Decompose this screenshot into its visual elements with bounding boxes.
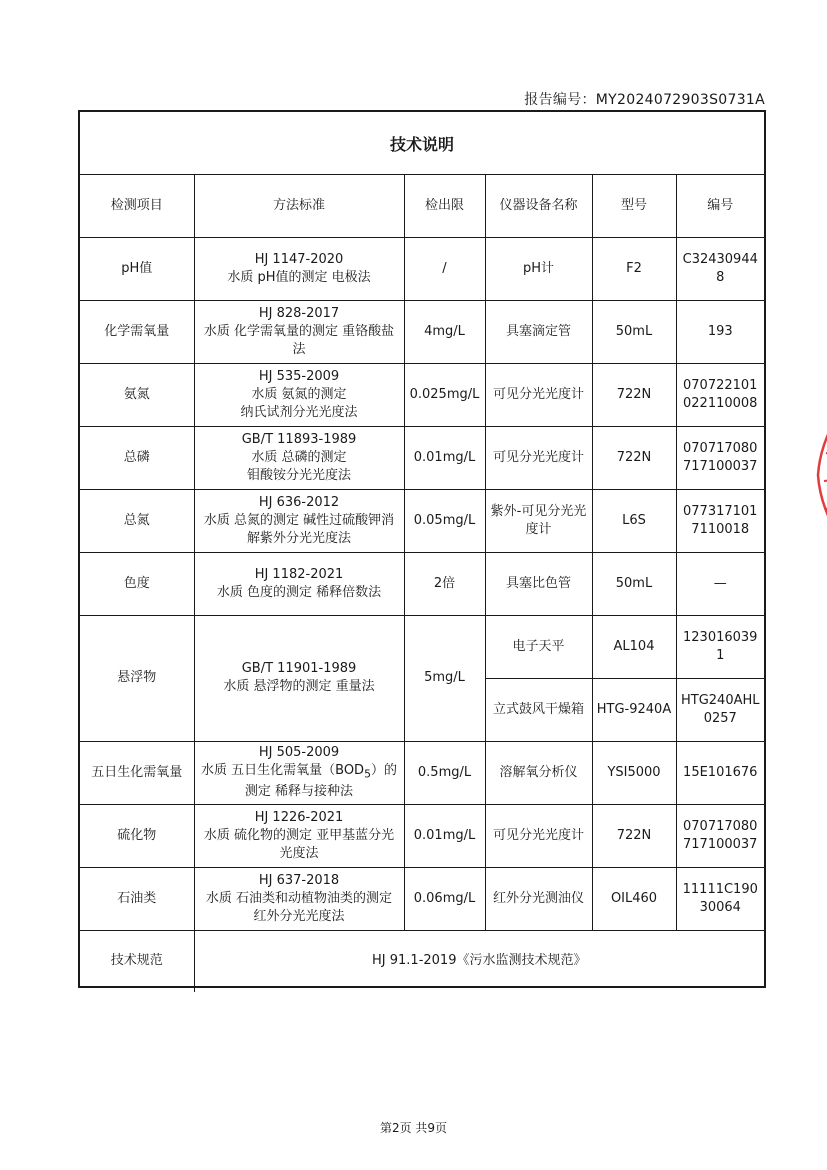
item-cell: 硫化物 bbox=[80, 804, 194, 867]
model-cell: AL104 bbox=[592, 615, 676, 678]
serial-cell: 070717080717100037 bbox=[676, 426, 764, 489]
item-cell: 总磷 bbox=[80, 426, 194, 489]
item-cell: 总氮 bbox=[80, 489, 194, 552]
table-row bbox=[80, 867, 764, 930]
serial-cell: C324309448 bbox=[676, 237, 764, 300]
serial-cell: 070722101022110008 bbox=[676, 363, 764, 426]
header-method: 方法标准 bbox=[194, 175, 404, 237]
method-cell: HJ 1226-2021 水质 硫化物的测定 亚甲基蓝分光光度法 bbox=[194, 804, 404, 867]
header-limit: 检出限 bbox=[404, 175, 485, 237]
method-cell: HJ 535-2009 水质 氨氮的测定 纳氏试剂分光光度法 bbox=[194, 363, 404, 426]
method-cell: GB/T 11901-1989 水质 悬浮物的测定 重量法 bbox=[194, 615, 404, 741]
method-cell: HJ 1147-2020 水质 pH值的测定 电极法 bbox=[194, 237, 404, 300]
spec-label: 技术规范 bbox=[80, 930, 194, 992]
table-header-row bbox=[80, 175, 764, 237]
limit-cell: 0.05mg/L bbox=[404, 489, 485, 552]
header-instrument: 仪器设备名称 bbox=[485, 175, 592, 237]
instrument-cell: pH计 bbox=[485, 237, 592, 300]
limit-cell: 0.01mg/L bbox=[404, 426, 485, 489]
stamp-arc bbox=[818, 415, 827, 535]
serial-cell: — bbox=[676, 552, 764, 615]
model-cell: L6S bbox=[592, 489, 676, 552]
method-cell: GB/T 11893-1989 水质 总磷的测定 钼酸铵分光光度法 bbox=[194, 426, 404, 489]
item-cell: 悬浮物 bbox=[80, 615, 194, 741]
limit-cell: / bbox=[404, 237, 485, 300]
technical-table bbox=[80, 175, 764, 992]
instrument-cell: 溶解氧分析仪 bbox=[485, 741, 592, 804]
serial-cell: HTG240AHL0257 bbox=[676, 678, 764, 741]
limit-cell: 4mg/L bbox=[404, 300, 485, 363]
item-cell: 化学需氧量 bbox=[80, 300, 194, 363]
method-cell: HJ 1182-2021 水质 色度的测定 稀释倍数法 bbox=[194, 552, 404, 615]
model-cell: 50mL bbox=[592, 300, 676, 363]
model-cell: 722N bbox=[592, 804, 676, 867]
limit-cell: 0.01mg/L bbox=[404, 804, 485, 867]
method-cell: HJ 505-2009 水质 五日生化需氧量$(BOD_5)$的测定 稀释与接种法 bbox=[194, 741, 404, 804]
serial-cell: 1230160391 bbox=[676, 615, 764, 678]
serial-cell: 070717080717100037 bbox=[676, 804, 764, 867]
table-row bbox=[80, 363, 764, 426]
instrument-cell: 立式鼓风干燥箱 bbox=[485, 678, 592, 741]
page-number: 第2页 共9页 bbox=[379, 1121, 448, 1135]
table-row bbox=[80, 426, 764, 489]
table-row bbox=[80, 489, 764, 552]
header-model: 型号 bbox=[592, 175, 676, 237]
model-cell: 722N bbox=[592, 426, 676, 489]
limit-cell: 0.06mg/L bbox=[404, 867, 485, 930]
instrument-cell: 可见分光光度计 bbox=[485, 363, 592, 426]
serial-cell: 15E101676 bbox=[676, 741, 764, 804]
instrument-cell: 可见分光光度计 bbox=[485, 426, 592, 489]
instrument-cell: 红外分光测油仪 bbox=[485, 867, 592, 930]
table-row bbox=[80, 552, 764, 615]
spec-row bbox=[80, 930, 764, 992]
limit-cell: 5mg/L bbox=[404, 615, 485, 741]
item-cell: 氨氮 bbox=[80, 363, 194, 426]
model-cell: YSI5000 bbox=[592, 741, 676, 804]
model-cell: HTG-9240A bbox=[592, 678, 676, 741]
report-number: 报告编号：MY2024072903S0731A bbox=[524, 92, 765, 108]
table-row bbox=[80, 237, 764, 300]
sheet-title: 技术说明 bbox=[80, 112, 764, 175]
instrument-cell: 可见分光光度计 bbox=[485, 804, 592, 867]
limit-cell: 2倍 bbox=[404, 552, 485, 615]
instrument-cell: 电子天平 bbox=[485, 615, 592, 678]
method-cell: HJ 636-2012 水质 总氮的测定 碱性过硫酸钾消解紫外分光光度法 bbox=[194, 489, 404, 552]
serial-cell: 0773171017110018 bbox=[676, 489, 764, 552]
table-row bbox=[80, 615, 764, 678]
item-cell: 五日生化需氧量 bbox=[80, 741, 194, 804]
model-cell: 50mL bbox=[592, 552, 676, 615]
spec-value: HJ 91.1-2019《污水监测技术规范》 bbox=[194, 930, 764, 992]
header-item: 检测项目 bbox=[80, 175, 194, 237]
serial-cell: 11111C19030064 bbox=[676, 867, 764, 930]
limit-cell: 0.025mg/L bbox=[404, 363, 485, 426]
model-cell: OIL460 bbox=[592, 867, 676, 930]
item-cell: 石油类 bbox=[80, 867, 194, 930]
table-row bbox=[80, 741, 764, 804]
instrument-cell: 具塞滴定管 bbox=[485, 300, 592, 363]
seal-stamp-icon bbox=[810, 405, 827, 545]
table-row bbox=[80, 300, 764, 363]
serial-cell: 193 bbox=[676, 300, 764, 363]
instrument-cell: 紫外-可见分光光度计 bbox=[485, 489, 592, 552]
instrument-cell: 具塞比色管 bbox=[485, 552, 592, 615]
model-cell: 722N bbox=[592, 363, 676, 426]
header-serial: 编号 bbox=[676, 175, 764, 237]
method-cell: HJ 637-2018 水质 石油类和动植物油类的测定 红外分光光度法 bbox=[194, 867, 404, 930]
item-cell: pH值 bbox=[80, 237, 194, 300]
model-cell: F2 bbox=[592, 237, 676, 300]
table-row bbox=[80, 804, 764, 867]
item-cell: 色度 bbox=[80, 552, 194, 615]
limit-cell: 0.5mg/L bbox=[404, 741, 485, 804]
technical-notes-sheet bbox=[78, 110, 766, 988]
method-cell: HJ 828-2017 水质 化学需氧量的测定 重铬酸盐法 bbox=[194, 300, 404, 363]
